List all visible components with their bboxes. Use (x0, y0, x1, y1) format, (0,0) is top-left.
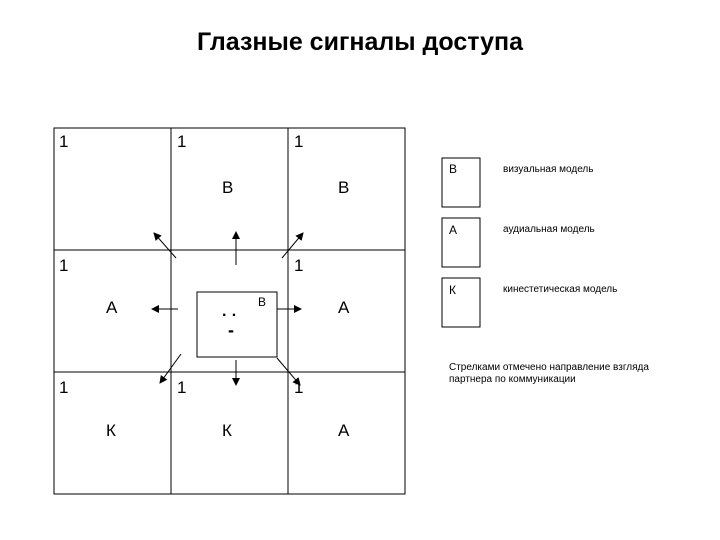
grid-number: 1 (177, 378, 187, 397)
arrow-up-left (154, 233, 176, 258)
face-eyes: · · (222, 307, 238, 324)
cell-label-kinesthetic: К (222, 421, 232, 440)
legend-box-visual (442, 158, 480, 207)
grid-number: 1 (294, 256, 304, 275)
legend-key: К (449, 283, 456, 297)
arrow-up-right (282, 233, 303, 258)
cell-label-auditory: А (338, 298, 350, 317)
face-label: В (258, 295, 267, 309)
cell-label-auditory: А (338, 421, 350, 440)
legend-desc: кинестетическая модель (503, 284, 618, 295)
face-mouth: - (228, 320, 234, 340)
grid-number: 1 (59, 256, 69, 275)
grid-number: 1 (59, 378, 69, 397)
grid-number: 1 (177, 132, 187, 151)
arrows-note: Стрелками отмечено направление взгляда партнера по коммуникации (449, 362, 649, 385)
grid-number: 1 (294, 132, 304, 151)
legend (442, 158, 617, 327)
cell-label-visual: В (338, 178, 350, 197)
grid-number: 1 (294, 378, 304, 397)
legend-box-auditory (442, 218, 480, 267)
legend-box-kinesthetic (442, 278, 480, 327)
cell-label-visual: В (222, 178, 234, 197)
legend-desc: аудиальная модель (503, 224, 595, 235)
legend-desc: визуальная модель (503, 164, 594, 175)
cell-label-kinesthetic: К (106, 421, 116, 440)
page-title: Глазные сигналы доступа (196, 28, 524, 56)
grid-number: 1 (59, 132, 69, 151)
legend-key: В (449, 162, 458, 176)
legend-key: А (449, 223, 458, 237)
cell-label-auditory: А (106, 298, 118, 317)
